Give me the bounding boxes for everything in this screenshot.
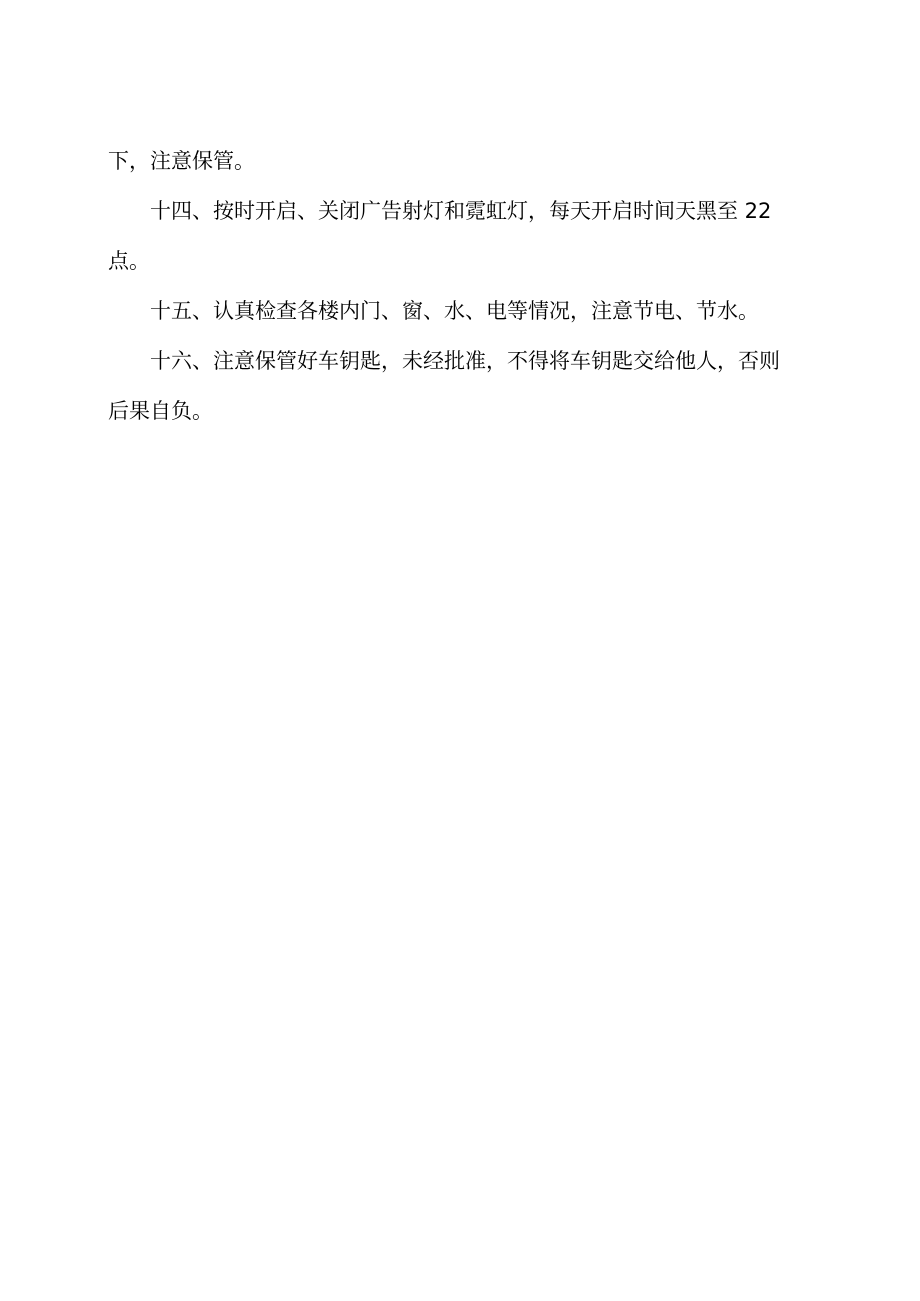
paragraph-line: 十六、注意保管好车钥匙，未经批准，不得将车钥匙交给他人，否则 bbox=[150, 349, 780, 373]
paragraph-line: 下，注意保管。 bbox=[108, 149, 255, 173]
paragraph-continuation bbox=[108, 136, 802, 186]
paragraph-item-15 bbox=[108, 286, 802, 336]
paragraph-line: 点。 bbox=[108, 249, 150, 273]
paragraph-line: 十五、认真检查各楼内门、窗、水、电等情况，注意节电、节水。 bbox=[150, 299, 759, 323]
paragraph-line: 十四、按时开启、关闭广告射灯和霓虹灯，每天开启时间天黑至 22 bbox=[150, 199, 772, 223]
document-body bbox=[108, 136, 802, 436]
paragraph-item-16 bbox=[108, 336, 802, 436]
paragraph-line: 后果自负。 bbox=[108, 399, 213, 423]
paragraph-item-14 bbox=[108, 186, 802, 286]
